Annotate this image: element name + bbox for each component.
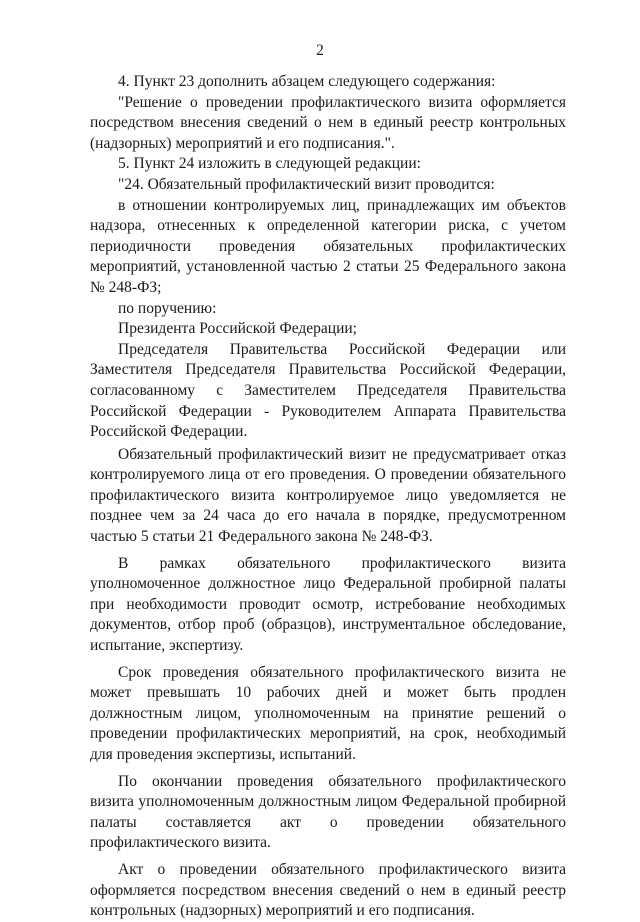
paragraph-point-24-intro: "24. Обязательный профилактический визит проводится:: [118, 175, 495, 193]
paragraph-duration: Срок проведения обязательного профилактического визита не может превышать 10 рабочих дней и может быть продлен должностным лицом, уполномоченным на принятие решений о проведении профилактических мероприятий, на срок, необходимый для проведения экспертизы, испытаний.: [90, 663, 566, 763]
paragraph-item-4: 4. Пункт 23 дополнить абзацем следующего содержания:: [118, 73, 496, 90]
page-number: 2: [316, 42, 324, 59]
paragraph-inspection-actions: В рамках обязательного профилактического визита уполномоченное должностное лицо Федеральной пробирной палаты при необходимости проводит осмотр, истребование необходимых документов, отбор проб (образцов), инструментальное обследование, испытание, экспертизу.: [90, 554, 566, 655]
paragraph-by-order: по поручению:: [118, 299, 217, 317]
paragraph-decision-text: "Решение о проведении профилактического визита оформляется посредством внесения сведений о нем в единый реестр контрольных (надзорных) мероприятий и его подписания.".: [90, 93, 566, 152]
document-body: [90, 72, 566, 922]
paragraph-act-drawn: По окончании проведения обязательного профилактического визита уполномоченным должностным лицом Федеральной пробирной палаты составляется акт о проведении обязательного профилактического визита.: [90, 772, 566, 852]
paragraph-chairman: Председателя Правительства Российской Федерации или Заместителя Председателя Правительства Российской Федерации, согласованному с Заместителем Председателя Правительства Российской Федерации - Руководителем Аппарата Правительства Российской Федерации.: [90, 340, 566, 441]
paragraph-president: Президента Российской Федерации;: [118, 320, 357, 338]
paragraph-no-refusal: Обязательный профилактический визит не предусматривает отказ контролируемого лица от его проведения. О проведении обязательного профилактического визита контролируемое лицо уведомляется не позднее чем за 24 часа до его начала в порядке, предусмотренном частью 5 статьи 21 Федерального закона № 248-ФЗ.: [90, 445, 566, 546]
paragraph-risk-category: в отношении контролируемых лиц, принадлежащих им объектов надзора, отнесенных к определенной категории риска, с учетом периодичности проведения обязательных профилактических мероприятий, установленной частью 2 статьи 25 Федерального закона № 248-ФЗ;: [90, 196, 566, 296]
paragraph-act-registration: Акт о проведении обязательного профилактического визита оформляется посредством внесения сведений о нем в единый реестр контрольных (надзорных) мероприятий и его подписания.: [90, 860, 566, 920]
paragraph-item-5: 5. Пункт 24 изложить в следующей редакции:: [118, 155, 421, 173]
